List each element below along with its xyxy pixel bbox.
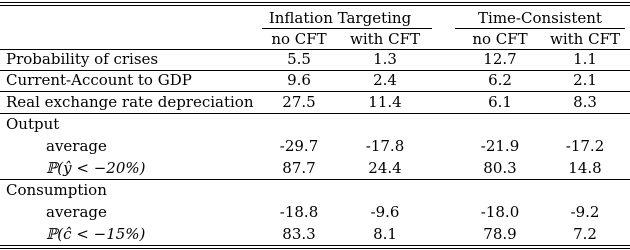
table-cell: 6.2 [488,71,512,89]
table-cell: -21.9 [480,137,520,155]
table-cell: 8.3 [573,93,597,111]
bottom-rule [0,245,630,246]
table-cell: 2.4 [373,71,397,89]
row-label-current-account: Current-Account to GDP [6,71,192,89]
row-rule [0,91,630,92]
table-cell: 87.7 [282,159,316,177]
row-label-output-probability: ℙ(ŷ < −20%) [46,159,146,177]
table-cell: -17.8 [365,137,405,155]
table-cell: 6.1 [488,93,512,111]
row-label-consumption-probability: ℙ(ĉ < −15%) [46,225,146,243]
table-cell: 11.4 [368,93,402,111]
row-rule [0,113,630,114]
top-rule-2 [0,5,630,6]
row-label-real-exchange-rate: Real exchange rate depreciation [6,93,254,111]
subheader-it-with-cft: with CFT [350,30,420,48]
row-label-consumption: Consumption [6,181,107,199]
top-rule [0,2,630,3]
table-cell: -18.0 [480,203,520,221]
row-label-consumption-average: average [46,203,107,221]
table-cell: -29.7 [279,137,319,155]
subheader-tc-with-cft: with CFT [550,30,620,48]
table-cell: 80.3 [483,159,517,177]
table-cell: 1.1 [573,50,597,68]
table-cell: 2.1 [573,71,597,89]
table-cell: 1.3 [373,50,397,68]
table-cell: 7.2 [573,225,597,243]
group-header-inflation-targeting: Inflation Targeting [268,9,412,27]
group-header-time-consistent: Time-Consistent [478,9,602,27]
table-cell: -17.2 [565,137,605,155]
row-label-output-average: average [46,137,107,155]
row-label-output: Output [6,115,60,133]
table-cell: -9.6 [370,203,400,221]
row-label-probability-of-crises: Probability of crises [6,50,159,68]
table-cell: 83.3 [282,225,316,243]
table-cell: 27.5 [282,93,316,111]
table-cell: 24.4 [368,159,402,177]
table-cell: -9.2 [570,203,600,221]
row-rule [0,179,630,180]
subheader-tc-no-cft: no CFT [472,30,528,48]
table-cell: -18.8 [279,203,319,221]
table-cell: 78.9 [483,225,517,243]
group-underline-inflation-targeting [262,28,432,29]
table-cell: 8.1 [373,225,397,243]
table-cell: 9.6 [287,71,311,89]
bottom-rule-2 [0,248,630,249]
table-cell: 12.7 [483,50,517,68]
subheader-it-no-cft: no CFT [271,30,327,48]
table-cell: 5.5 [287,50,311,68]
group-underline-time-consistent [455,28,625,29]
table-cell: 14.8 [568,159,602,177]
